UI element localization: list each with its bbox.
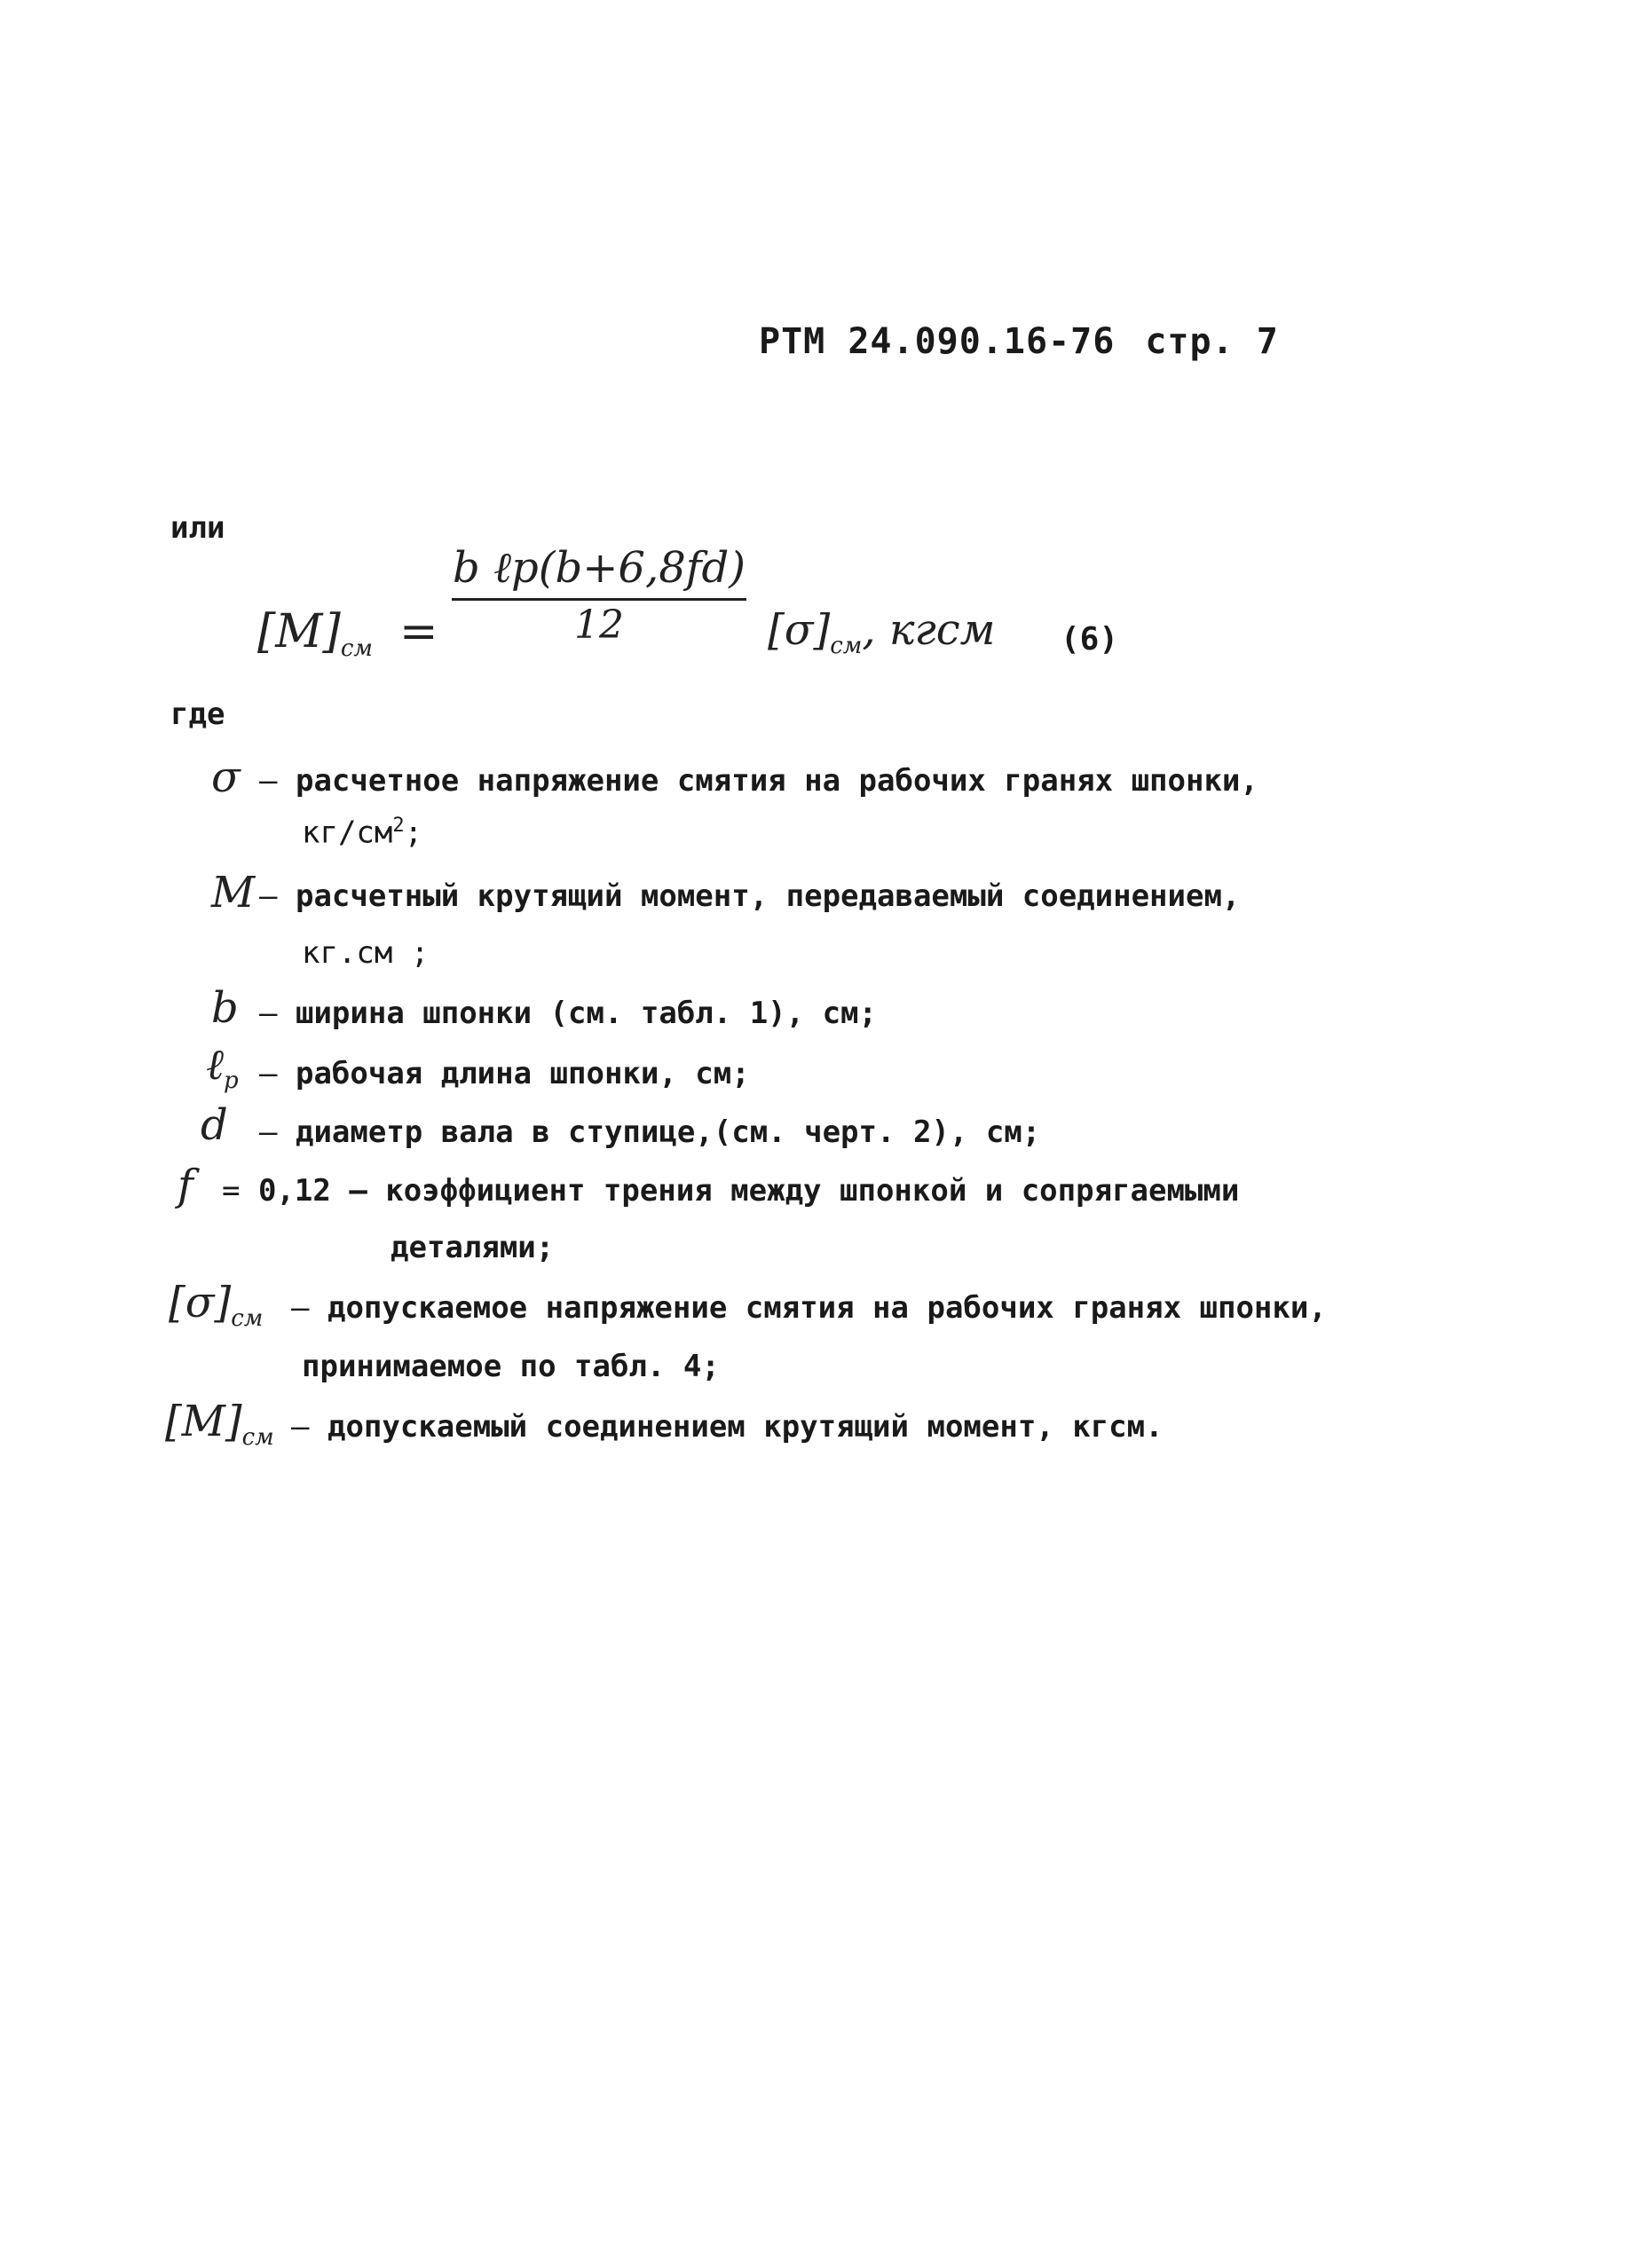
page-header: [759, 321, 1279, 362]
definition-line: = 0,12 – коэффициент трения между шпонкой и сопрягаемыми: [222, 1173, 1240, 1209]
definition-symbol-allowable-stress: $[\sigma]_{см}$: [169, 1278, 264, 1332]
definition-continuation: деталями;: [391, 1230, 555, 1265]
formula-lhs-subscript: см: [340, 635, 373, 662]
definition-symbol-b: b: [211, 983, 239, 1033]
document-code: РТМ 24.090.16-76: [759, 321, 1116, 362]
equation-number: (6): [1061, 621, 1119, 658]
where-word: где: [170, 697, 225, 732]
page-number: стр. 7: [1145, 321, 1279, 362]
formula-denominator: 12: [574, 602, 624, 648]
formula-lhs: $[M]_{см}$: [257, 605, 373, 662]
definition-line: – диаметр вала в ступице,(см. черт. 2), см;: [259, 1114, 1041, 1150]
definition-line: – допускаемый соединением крутящий момент, кгсм.: [291, 1409, 1164, 1445]
definition-line: – ширина шпонки (см. табл. 1), см;: [259, 996, 877, 1031]
formula-numerator: b ℓp(b+6,8fd): [453, 543, 746, 593]
formula-rhs-subscript: см: [830, 633, 863, 659]
definition-symbol-f: f: [178, 1161, 193, 1210]
definition-line: – рабочая длина шпонки, см;: [259, 1056, 750, 1091]
intro-word: или: [170, 510, 225, 546]
formula-fraction: [448, 543, 750, 648]
definition-continuation: $кг/см^2$;: [302, 815, 423, 851]
definition-symbol-allowable-moment: $[M]_{см}$: [165, 1397, 274, 1451]
formula-equals: =: [399, 605, 438, 658]
definition-line: – допускаемое напряжение смятия на рабочих гранях шпонки,: [291, 1290, 1327, 1326]
definition-line: – расчетный крутящий момент, передаваемый соединением,: [259, 878, 1241, 914]
definition-symbol-m: M: [211, 868, 256, 917]
definition-symbol-lp: ℓ$_p$: [206, 1040, 239, 1094]
definition-line: – расчетное напряжение смятия на рабочих гранях шпонки,: [259, 763, 1258, 799]
definition-symbol-d: d: [201, 1100, 228, 1150]
definition-continuation: принимаемое по табл. 4;: [302, 1349, 720, 1384]
definition-continuation: кг.см ;: [302, 935, 430, 971]
formula-rhs: $[\sigma]_{см}$, кгсм: [768, 605, 996, 659]
formula-units: , кгсм: [862, 605, 996, 655]
definition-symbol-sigma: σ: [211, 752, 241, 802]
